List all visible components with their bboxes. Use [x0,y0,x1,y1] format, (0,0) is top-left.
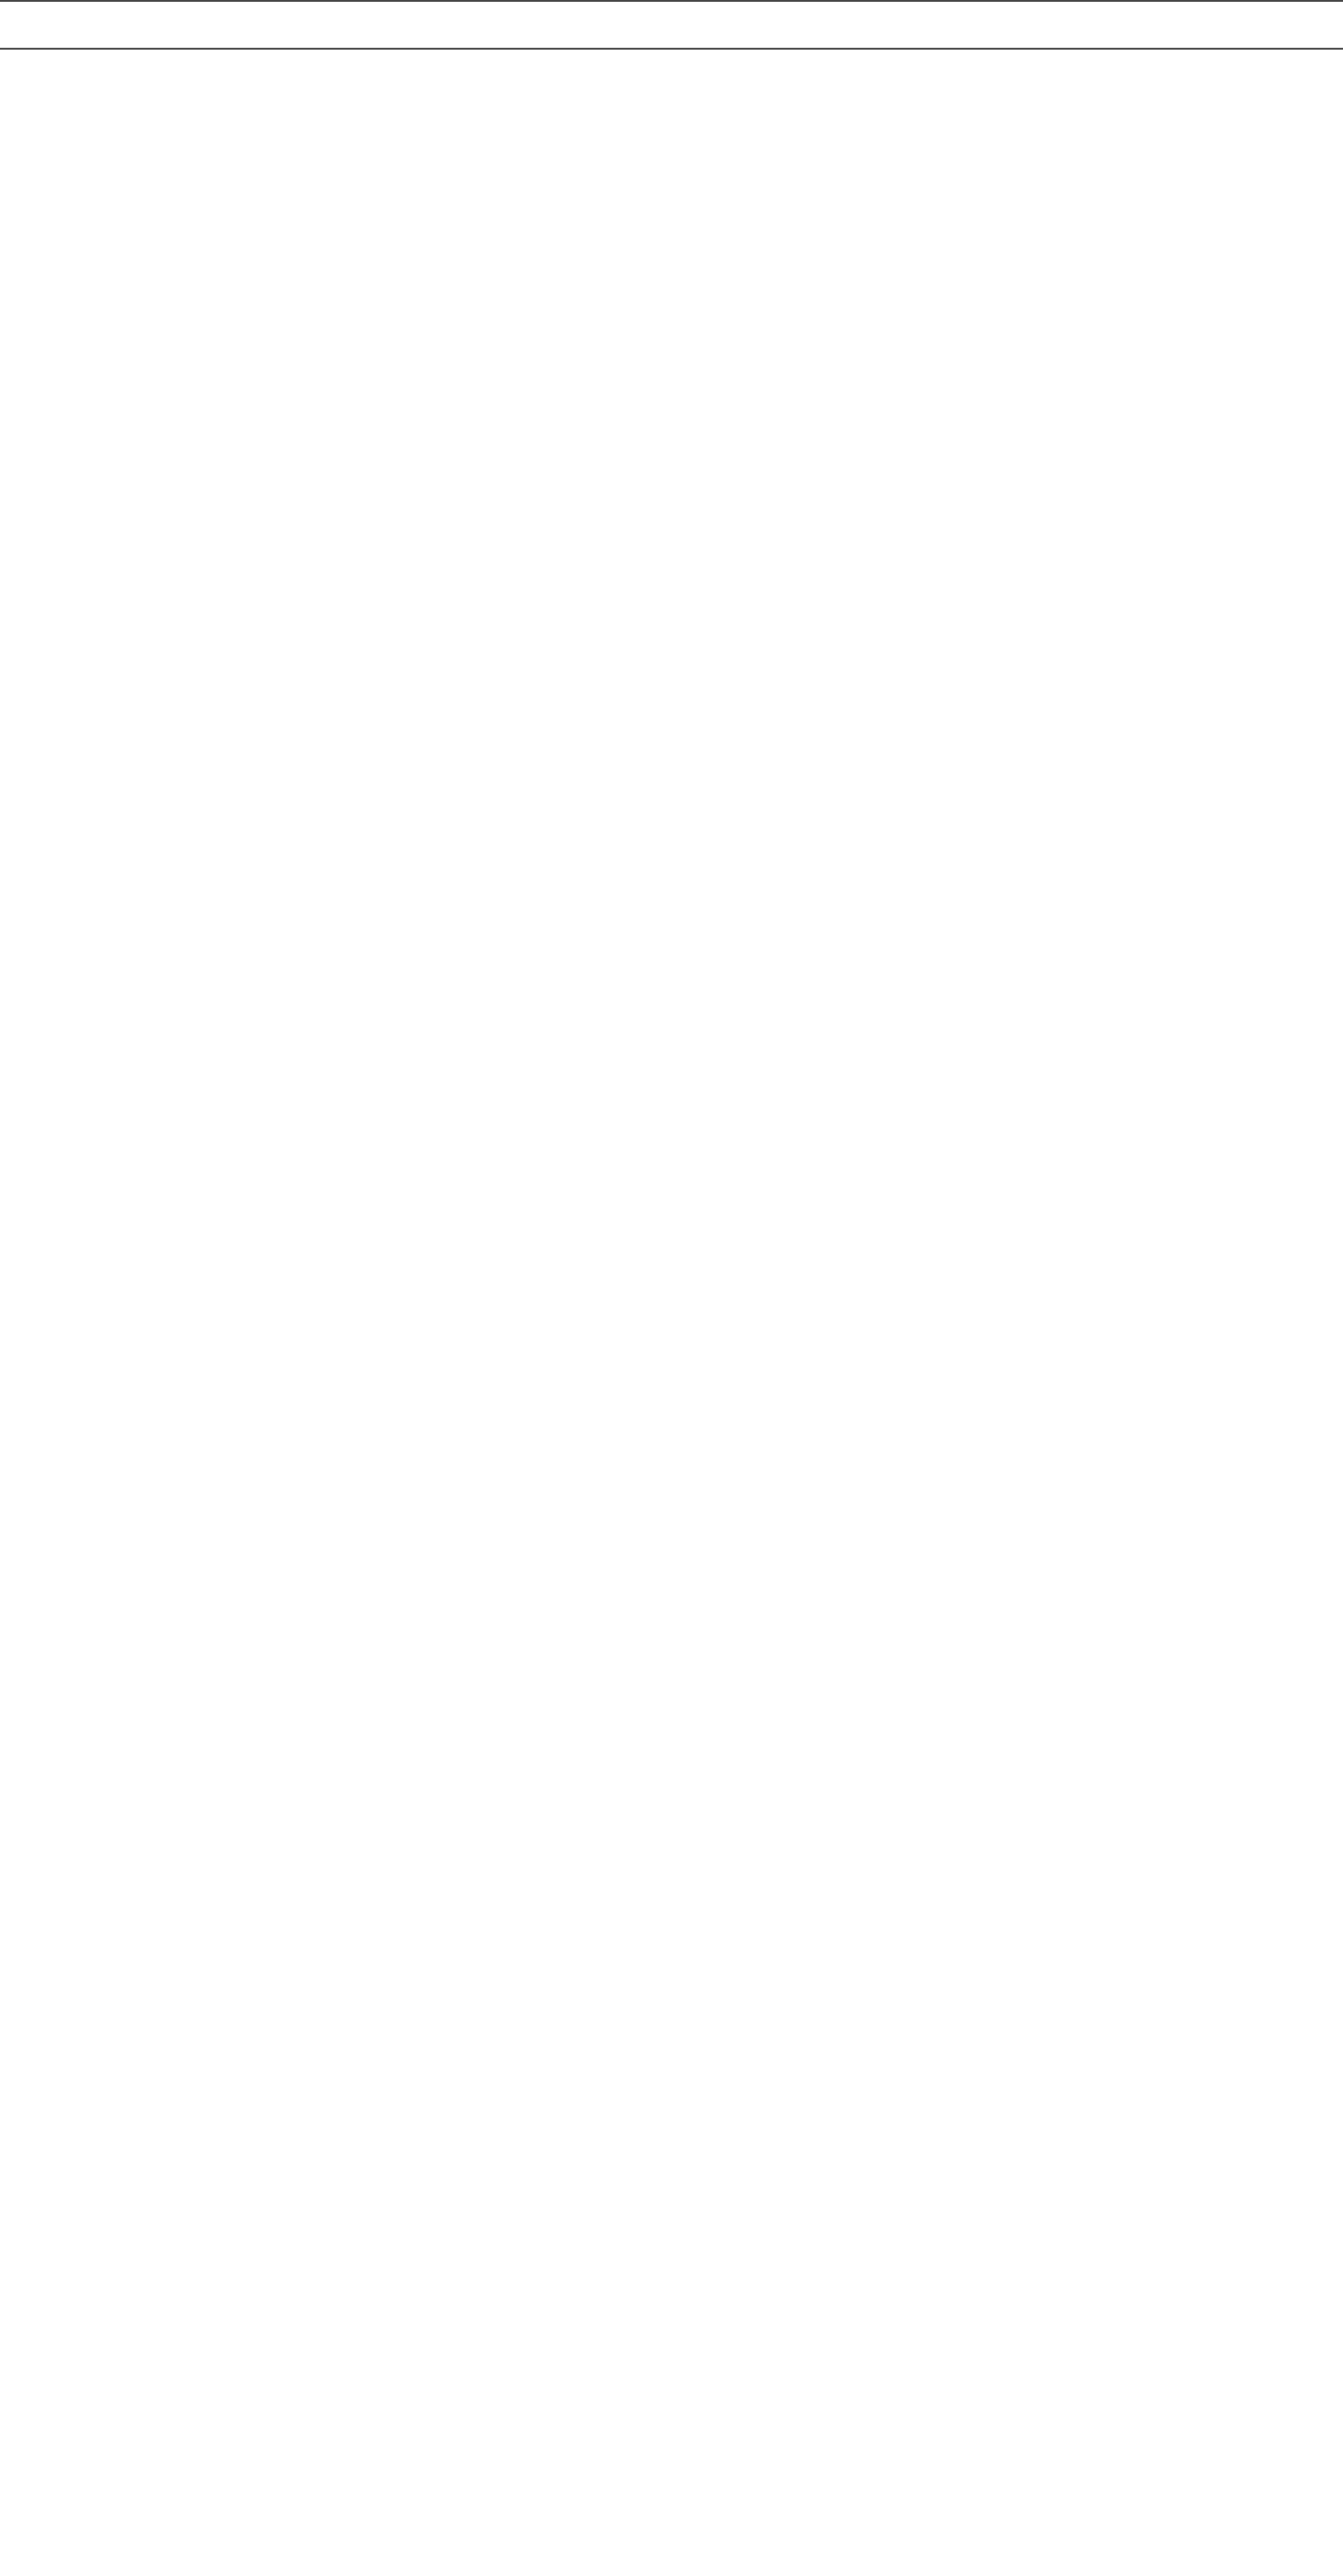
header-ncbi-accession [1159,1,1343,49]
header-row [0,1,1343,49]
table-header [0,1,1343,49]
header-organism [885,1,1159,49]
document [0,0,1343,50]
header-isoform [156,1,276,49]
header-blast-description [474,1,885,49]
header-unique-peptides [276,1,474,49]
header-transcript-id [0,1,156,49]
proteome-table [0,0,1343,50]
